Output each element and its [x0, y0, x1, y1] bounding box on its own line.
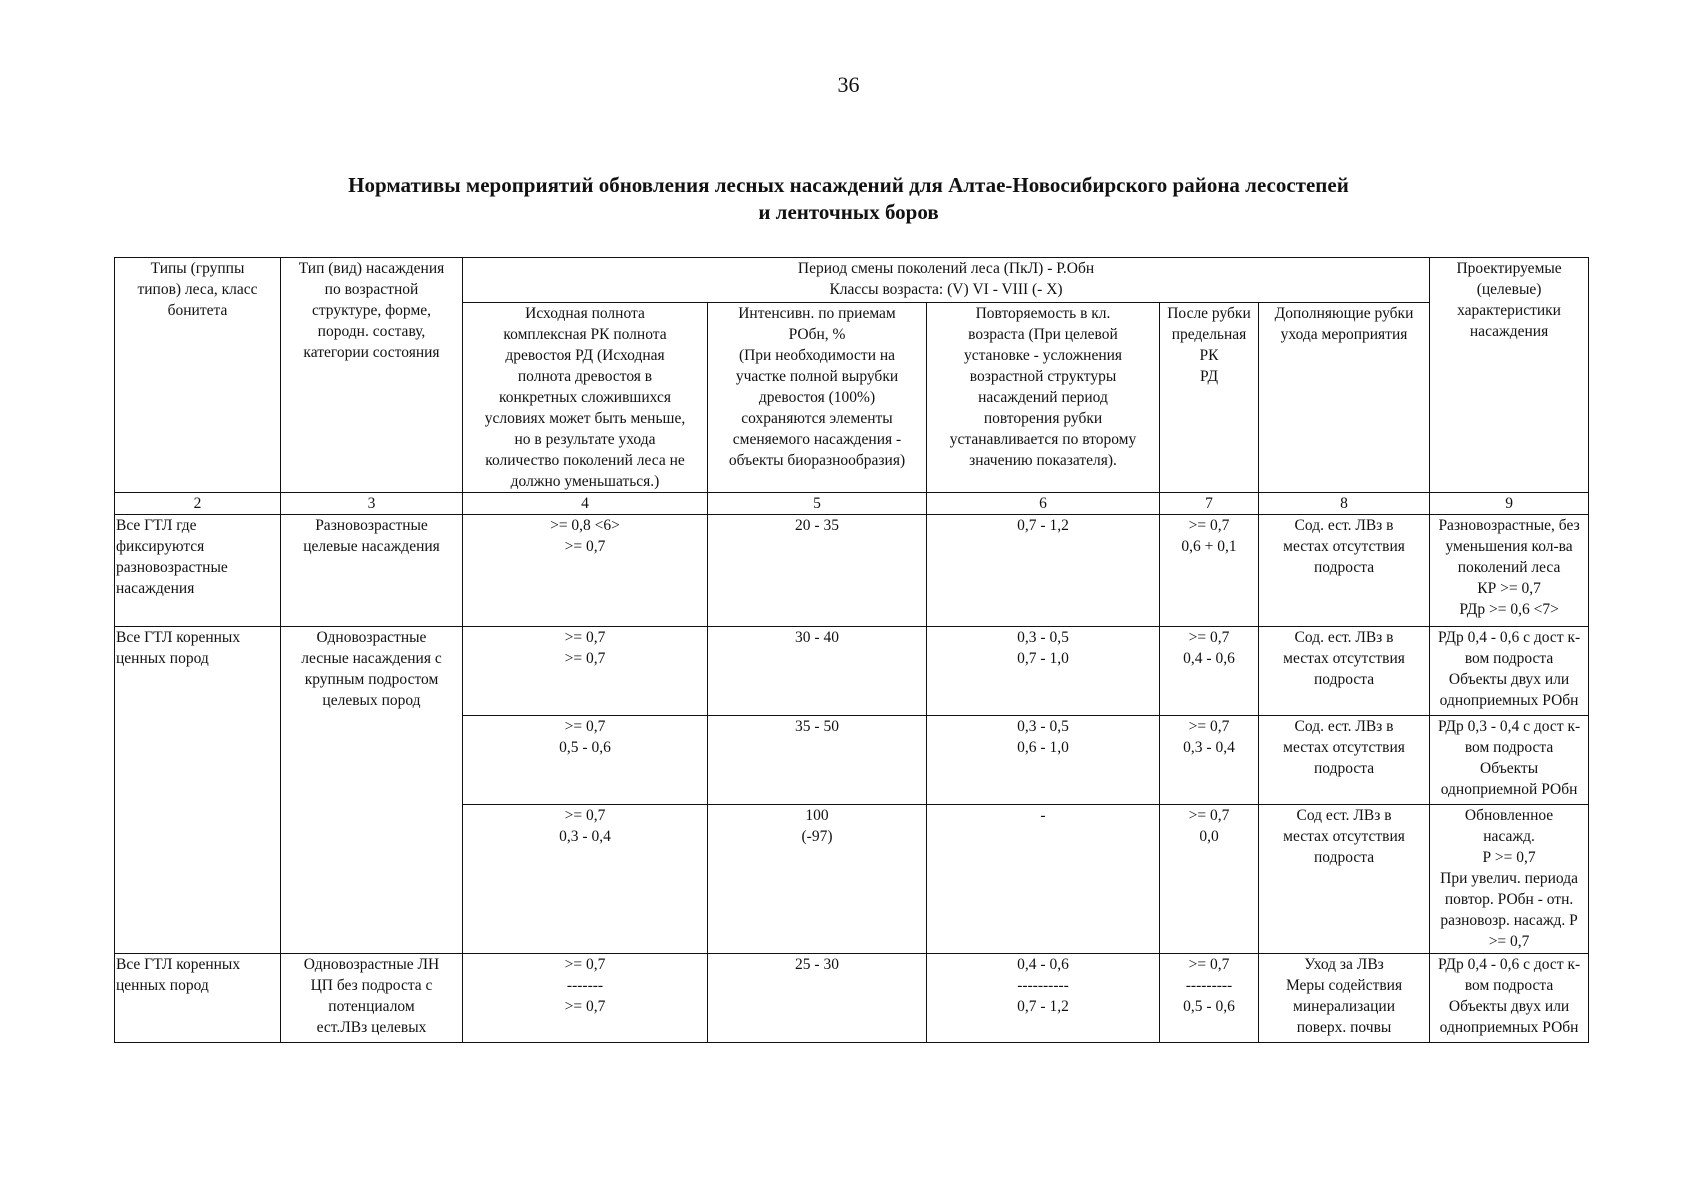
column-number-row — [115, 493, 1589, 515]
table-row — [115, 954, 1589, 1043]
cell-target-characteristics: Обновленное насажд. Р >= 0,7 При увелич. периода повтор. РОбн - отн. разновозр. насажд. Р >= 0,7 — [1430, 805, 1589, 954]
cell-forest-type: Все ГТЛ коренных ценных пород — [115, 954, 281, 1043]
header-col4: Исходная полнота комплексная РК полнота древостоя РД (Исходная полнота древостоя в конкретных сложившихся условиях может быть меньше, но в результате ухода количество поколений леса не должно уменьшаться.) — [463, 303, 708, 493]
table-row — [115, 627, 1589, 716]
cell-measures: Сод. ест. ЛВз в местах отсутствия подроста — [1259, 627, 1430, 716]
cell-repeatability: 0,3 - 0,5 0,7 - 1,0 — [927, 627, 1160, 716]
header-col2: Типы (группы типов) леса, класс бонитета — [115, 258, 281, 493]
header-col8: Дополняющие рубки ухода мероприятия — [1259, 303, 1430, 493]
cell-initial-density: >= 0,7 0,3 - 0,4 — [463, 805, 708, 954]
cell-repeatability: 0,7 - 1,2 — [927, 515, 1160, 627]
cell-measures: Уход за ЛВз Меры содействия минерализации поверх. почвы — [1259, 954, 1430, 1043]
cell-repeatability: 0,3 - 0,5 0,6 - 1,0 — [927, 716, 1160, 805]
column-number: 4 — [463, 493, 708, 515]
cell-measures: Сод ест. ЛВз в местах отсутствия подроста — [1259, 805, 1430, 954]
header-col3: Тип (вид) насаждения по возрастной структуре, форме, породн. составу, категории состояния — [281, 258, 463, 493]
title-line-1: Нормативы мероприятий обновления лесных насаждений для Алтае-Новосибирского района лесостепей — [348, 173, 1349, 197]
cell-intensity: 35 - 50 — [708, 716, 927, 805]
cell-target-characteristics: РДр 0,4 - 0,6 с дост к- вом подроста Объекты двух или одноприемных РОбн — [1430, 954, 1589, 1043]
column-number: 5 — [708, 493, 927, 515]
column-number: 3 — [281, 493, 463, 515]
cell-initial-density: >= 0,7 0,5 - 0,6 — [463, 716, 708, 805]
header-col5: Интенсивн. по приемам РОбн, % (При необходимости на участке полной вырубки древостоя (100%) сохраняются элементы сменяемого насаждения - объекты биоразнообразия) — [708, 303, 927, 493]
cell-initial-density: >= 0,7 ------- >= 0,7 — [463, 954, 708, 1043]
cell-measures: Сод. ест. ЛВз в местах отсутствия подроста — [1259, 716, 1430, 805]
norms-table — [114, 257, 1589, 1043]
document-title — [0, 172, 1697, 226]
column-number: 2 — [115, 493, 281, 515]
cell-forest-type: Все ГТЛ где фиксируются разновозрастные насаждения — [115, 515, 281, 627]
column-number: 8 — [1259, 493, 1430, 515]
cell-initial-density: >= 0,7 >= 0,7 — [463, 627, 708, 716]
cell-stand-type: Разновозрастные целевые насаждения — [281, 515, 463, 627]
cell-repeatability: - — [927, 805, 1160, 954]
cell-intensity: 100 (-97) — [708, 805, 927, 954]
cell-after-cutting: >= 0,7 --------- 0,5 - 0,6 — [1160, 954, 1259, 1043]
cell-measures: Сод. ест. ЛВз в местах отсутствия подроста — [1259, 515, 1430, 627]
cell-forest-type: Все ГТЛ коренных ценных пород — [115, 627, 281, 954]
cell-after-cutting: >= 0,7 0,6 + 0,1 — [1160, 515, 1259, 627]
cell-intensity: 25 - 30 — [708, 954, 927, 1043]
column-number: 7 — [1160, 493, 1259, 515]
cell-repeatability: 0,4 - 0,6 ---------- 0,7 - 1,2 — [927, 954, 1160, 1043]
cell-stand-type: Одновозрастные ЛН ЦП без подроста с потенциалом ест.ЛВз целевых — [281, 954, 463, 1043]
cell-initial-density: >= 0,8 <6> >= 0,7 — [463, 515, 708, 627]
header-col9: Проектируемые (целевые) характеристики насаждения — [1430, 258, 1589, 493]
cell-after-cutting: >= 0,7 0,3 - 0,4 — [1160, 716, 1259, 805]
header-col6: Повторяемость в кл. возраста (При целевой установке - усложнения возрастной структуры насаждений период повторения рубки устанавливается по второму значению показателя). — [927, 303, 1160, 493]
column-number: 6 — [927, 493, 1160, 515]
cell-after-cutting: >= 0,7 0,4 - 0,6 — [1160, 627, 1259, 716]
table-row — [115, 515, 1589, 627]
title-line-2: и ленточных боров — [758, 200, 939, 224]
column-number: 9 — [1430, 493, 1589, 515]
cell-target-characteristics: РДр 0,4 - 0,6 с дост к- вом подроста Объекты двух или одноприемных РОбн — [1430, 627, 1589, 716]
page-number: 36 — [837, 72, 860, 97]
cell-intensity: 20 - 35 — [708, 515, 927, 627]
cell-stand-type: Одновозрастные лесные насаждения с крупным подростом целевых пород — [281, 627, 463, 954]
header-row-1 — [115, 258, 1589, 303]
cell-intensity: 30 - 40 — [708, 627, 927, 716]
cell-after-cutting: >= 0,7 0,0 — [1160, 805, 1259, 954]
cell-target-characteristics: Разновозрастные, без уменьшения кол-ва поколений леса КР >= 0,7 РДр >= 0,6 <7> — [1430, 515, 1589, 627]
header-col7: После рубки предельная РК РД — [1160, 303, 1259, 493]
header-group: Период смены поколений леса (ПкЛ) - Р.Обн Классы возраста: (V) VI - VIII (- X) — [463, 258, 1430, 303]
cell-target-characteristics: РДр 0,3 - 0,4 с дост к- вом подроста Объекты одноприемной РОбн — [1430, 716, 1589, 805]
